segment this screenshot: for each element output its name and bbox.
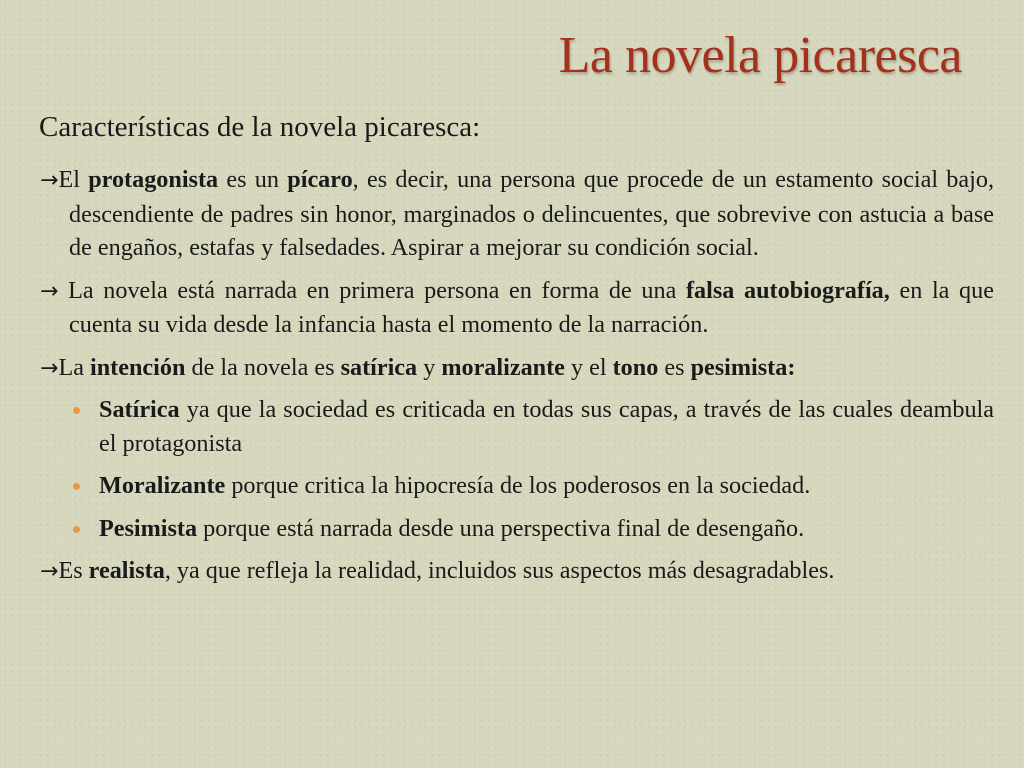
bold-text: moralizante: [441, 353, 565, 381]
paragraph-realista: [40, 554, 994, 589]
bullet-moralizante: [99, 469, 994, 503]
text: en la que cuenta su vida desde la infancia hasta el momento de la narración.: [69, 276, 994, 338]
paragraph-protagonista: [40, 163, 994, 265]
bullet-pesimista: [99, 512, 994, 546]
bullet-dot-icon: [73, 526, 80, 533]
arrow-right-icon: →: [40, 278, 59, 304]
text: , es decir, una persona que procede de un estamento social bajo, descendiente de padres sin honor, marginados o delincuentes, que sobrevive con astucia a base de engaños, estafas y falsedades. Aspirar a mejorar su condición social.: [69, 166, 994, 261]
bold-text: falsa autobiografía,: [685, 276, 890, 304]
text: porque critica la hipocresía de los poderosos en la sociedad.: [225, 472, 811, 499]
text: de la novela es: [185, 353, 341, 381]
text: El: [58, 166, 89, 193]
text: La: [58, 353, 90, 381]
text: y: [417, 353, 442, 381]
slide-subtitle: Características de la novela picaresca:: [39, 111, 481, 143]
arrow-right-icon: →: [40, 559, 59, 584]
slide-title: La novela picaresca: [558, 27, 962, 84]
bold-text: pesimista:: [690, 353, 796, 381]
text: , ya que refleja la realidad, incluidos sus aspectos más desagradables.: [164, 557, 835, 584]
bold-text: tono: [612, 353, 659, 381]
bullet-dot-icon: [73, 483, 80, 490]
bold-text: Satírica: [99, 396, 180, 423]
text: porque está narrada desde una perspectiva final de desengaño.: [197, 514, 805, 542]
paragraph-intencion: [40, 351, 994, 386]
bold-text: protagonista: [88, 166, 219, 193]
bold-text: Pesimista: [99, 514, 198, 542]
bold-text: intención: [90, 353, 186, 381]
text: ya que la sociedad es criticada en todas sus capas, a través de las cuales deambula el protagonista: [99, 396, 994, 457]
paragraph-narracion: [40, 274, 994, 342]
bullet-satirica: [99, 393, 994, 460]
arrow-right-icon: →: [40, 355, 59, 381]
bold-text: satírica: [340, 353, 418, 381]
text: y el: [564, 353, 613, 381]
bold-text: realista: [88, 557, 165, 584]
text: Es: [58, 557, 89, 584]
bold-text: pícaro: [287, 166, 353, 193]
bullet-dot-icon: [73, 407, 80, 414]
slide-content: [40, 163, 994, 598]
arrow-right-icon: →: [40, 168, 59, 193]
bold-text: Moralizante: [99, 472, 226, 499]
text: es un: [218, 166, 288, 193]
text: es: [658, 353, 691, 381]
text: La novela está narrada en primera persona en forma de una: [58, 276, 686, 304]
